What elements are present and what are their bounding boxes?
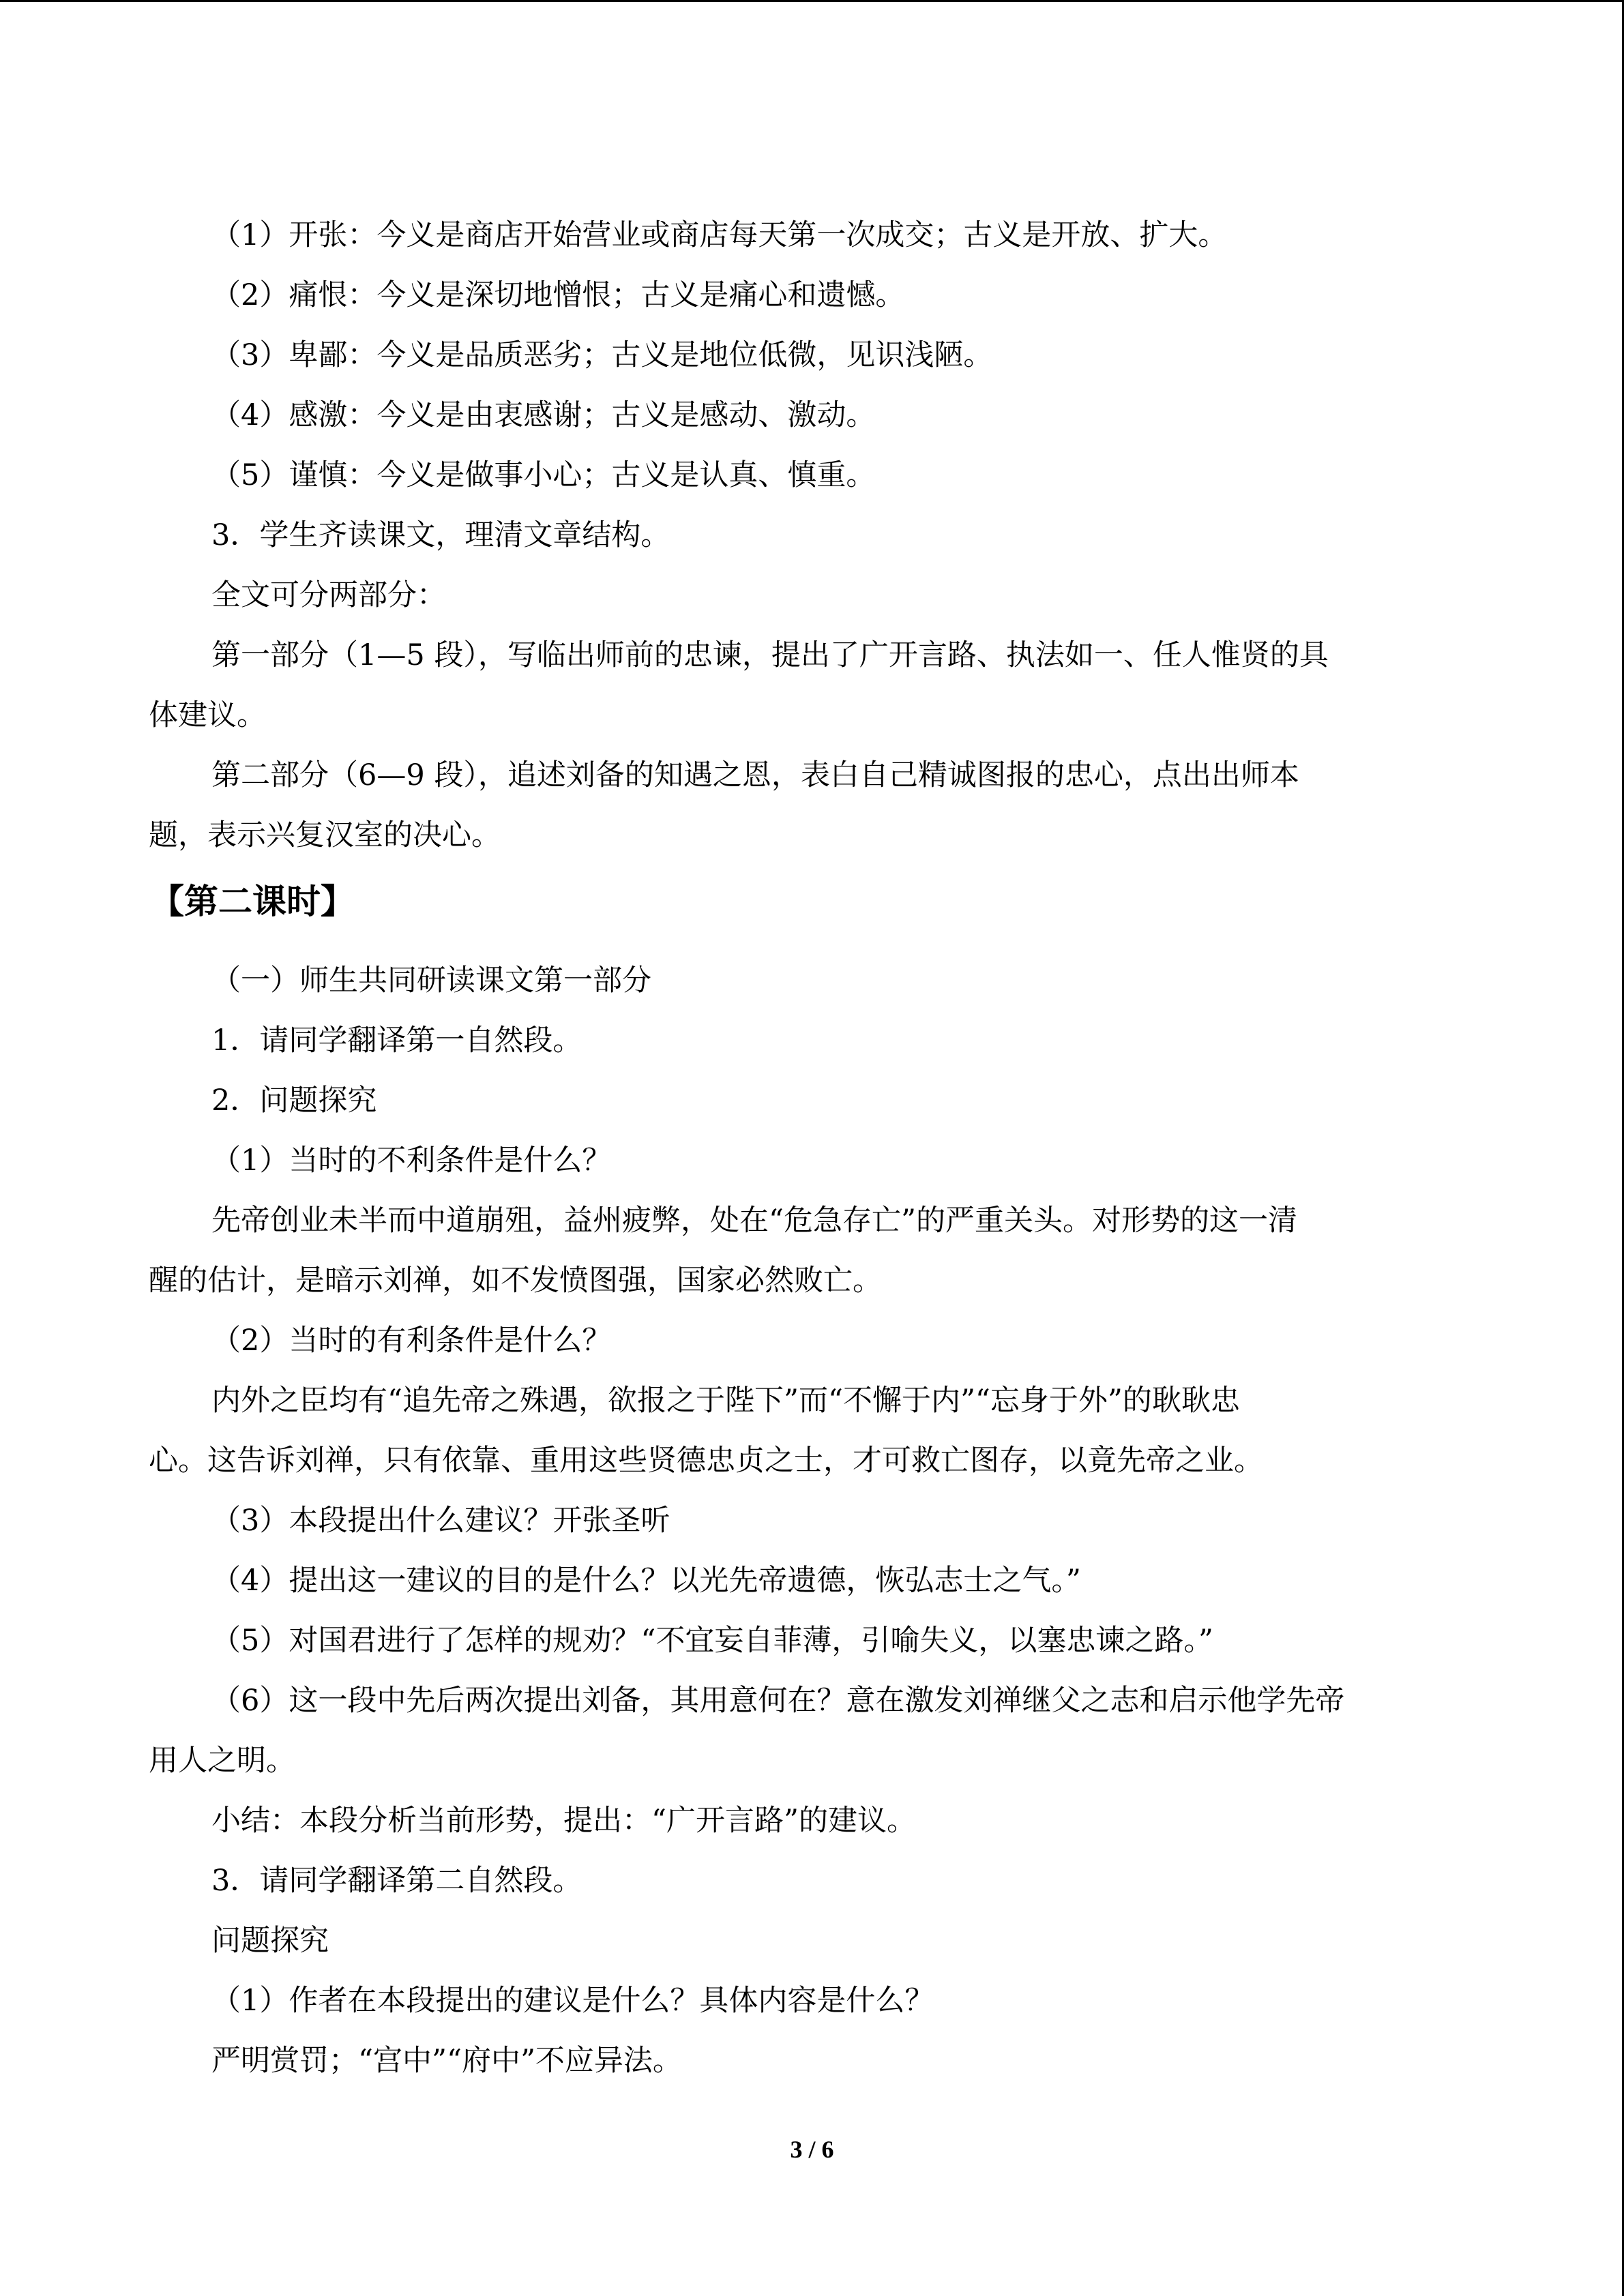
paragraph-line: 严明赏罚；“宫中”“府中”不应异法。 bbox=[211, 2044, 682, 2078]
paragraph-line: 用人之明。 bbox=[149, 1744, 295, 1778]
paragraph-line: 体建议。 bbox=[149, 698, 266, 732]
paragraph-line: （1）作者在本段提出的建议是什么？具体内容是什么？ bbox=[211, 1984, 934, 2018]
paragraph-line: （1）当时的不利条件是什么？ bbox=[211, 1144, 612, 1178]
paragraph-line: （2）当时的有利条件是什么？ bbox=[211, 1324, 612, 1358]
paragraph-line: 内外之臣均有“追先帝之殊遇，欲报之于陛下”而“不懈于内”“忘身于外”的耿耿忠 bbox=[211, 1384, 1240, 1418]
paragraph-line: 3．请同学翻译第二自然段。 bbox=[211, 1864, 582, 1898]
paragraph-line: （4）感激：今义是由衷感谢；古义是感动、激动。 bbox=[211, 398, 876, 432]
paragraph-line: 3．学生齐读课文，理清文章结构。 bbox=[211, 518, 670, 552]
paragraph-line: （3）卑鄙：今义是品质恶劣；古义是地位低微，见识浅陋。 bbox=[211, 338, 993, 372]
paragraph-line: 1．请同学翻译第一自然段。 bbox=[211, 1024, 582, 1058]
paragraph-line: （5）谨慎：今义是做事小心；古义是认真、慎重。 bbox=[211, 458, 876, 492]
paragraph-line: 问题探究 bbox=[211, 1924, 329, 1958]
paragraph-line: （2）痛恨：今义是深切地憎恨；古义是痛心和遗憾。 bbox=[211, 278, 905, 312]
paragraph-line: （4）提出这一建议的目的是什么？以光先帝遗德，恢弘志士之气。” bbox=[211, 1564, 1081, 1598]
paragraph-line: （1）开张：今义是商店开始营业或商店每天第一次成交；古义是开放、扩大。 bbox=[211, 218, 1228, 252]
paragraph-line: （3）本段提出什么建议？开张圣听 bbox=[211, 1504, 670, 1538]
paragraph-line: （5）对国君进行了怎样的规劝？“不宜妄自菲薄，引喻失义，以塞忠谏之路。” bbox=[211, 1624, 1213, 1658]
paragraph-line: 第一部分（1—5 段），写临出师前的忠谏，提出了广开言路、执法如一、任人惟贤的具 bbox=[211, 638, 1329, 672]
paragraph-line: 全文可分两部分： bbox=[211, 578, 446, 612]
paragraph-line: （一）师生共同研读课文第一部分 bbox=[211, 964, 651, 998]
paragraph-line: 心。这告诉刘禅，只有依靠、重用这些贤德忠贞之士，才可救亡图存，以竟先帝之业。 bbox=[149, 1444, 1263, 1478]
paragraph-line: 醒的估计，是暗示刘禅，如不发愤图强，国家必然败亡。 bbox=[149, 1264, 882, 1298]
paragraph-line: 2．问题探究 bbox=[211, 1084, 377, 1118]
paragraph-line: 小结：本段分析当前形势，提出：“广开言路”的建议。 bbox=[211, 1804, 916, 1838]
paragraph-line: 题，表示兴复汉室的决心。 bbox=[149, 818, 501, 852]
paragraph-line: 先帝创业未半而中道崩殂，益州疲弊，处在“危急存亡”的严重关头。对形势的这一清 bbox=[211, 1204, 1297, 1238]
paragraph-line: 第二部分（6—9 段），追述刘备的知遇之恩，表白自己精诚图报的忠心，点出出师本 bbox=[211, 758, 1299, 792]
paragraph-line: （6）这一段中先后两次提出刘备，其用意何在？意在激发刘禅继父之志和启示他学先帝 bbox=[211, 1684, 1345, 1718]
page-number: 3 / 6 bbox=[790, 2136, 834, 2163]
section-heading: 【第二课时】 bbox=[150, 881, 355, 921]
